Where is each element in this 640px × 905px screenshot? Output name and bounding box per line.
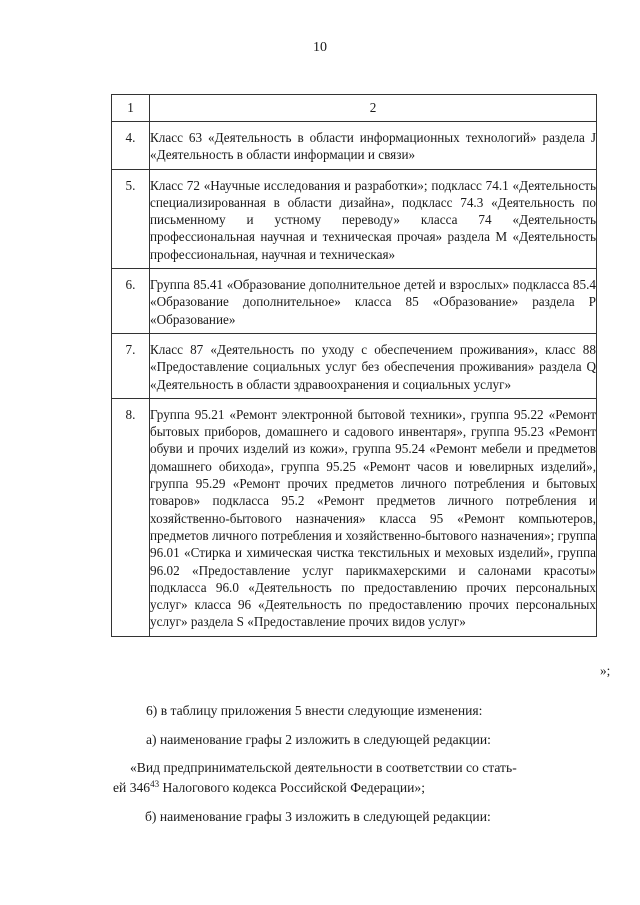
quote-line-2-end: Налогового кодекса Российской Федерации»; xyxy=(159,780,425,795)
row-number: 6. xyxy=(112,269,150,334)
row-number: 7. xyxy=(112,333,150,398)
activity-table xyxy=(111,94,597,637)
row-text: Класс 63 «Деятельность в области информационных технологий» раздела J «Деятельность в области информации и связи» xyxy=(150,122,597,170)
table-row xyxy=(112,122,597,170)
row-text: Группа 95.21 «Ремонт электронной бытовой техники», группа 95.22 «Ремонт бытовых приборов, домашнего и садового инвентаря», группа 95.23 «Ремонт обуви и прочих изделий из кожи», группа 95.24 «Ремонт мебели и предметов домашнего обихода», группа 95.25 «Ремонт часов и ювелирных изделий», группа 95.29 «Ремонт прочих предметов личного потребления и бытовых товаров» подкласса 95.2 «Ремонт предметов личного потребления и хозяйственно-бытового назначения» класса 95 «Ремонт компьютеров, предметов личного потребления и хозяйственно-бытового назначения»; группа 96.01 «Стирка и химическая чистка текстильных и меховых изделий», группа 96.02 «Предоставление услуг парикмахерскими и салонами красоты» подкласса 96.0 «Деятельность по предоставлению прочих персональных услуг» класса 96 «Деятельность по предоставлению прочих персональных услуг» раздела S «Предоставление прочих видов услуг» xyxy=(150,398,597,636)
paragraph-item-b: б) наименование графы 3 изложить в следующей редакции: xyxy=(145,809,491,824)
paragraph-quote-line-1: «Вид предпринимательской деятельности в соответствии со стать- xyxy=(130,760,517,775)
header-col-1: 1 xyxy=(112,95,150,122)
row-number: 5. xyxy=(112,169,150,268)
table-row xyxy=(112,269,597,334)
row-number: 8. xyxy=(112,398,150,636)
article-superscript: 43 xyxy=(150,779,160,789)
table-closing-quote: »; xyxy=(600,663,611,678)
table-row xyxy=(112,169,597,268)
page-number: 10 xyxy=(313,40,327,55)
quote-line-2-start: ей 346 xyxy=(113,780,151,795)
row-number: 4. xyxy=(112,122,150,170)
paragraph-item-a: а) наименование графы 2 изложить в следующей редакции: xyxy=(146,732,491,747)
table-header-row xyxy=(112,95,597,122)
row-text: Группа 85.41 «Образование дополнительное детей и взрослых» подкласса 85.4 «Образование дополнительное» класса 85 «Образование» раздела P «Образование» xyxy=(150,269,597,334)
paragraph-item-6: 6) в таблицу приложения 5 внести следующие изменения: xyxy=(146,703,483,718)
row-text: Класс 72 «Научные исследования и разработки»; подкласс 74.1 «Деятельность специализированная в области дизайна», подкласс 74.3 «Деятельность по письменному и устному переводу» класса 74 «Деятельность профессиональная научная и техническая прочая» раздела M «Деятельность профессиональная, научная и техническая» xyxy=(150,169,597,268)
header-col-2: 2 xyxy=(150,95,597,122)
paragraph-quote-line-2 xyxy=(113,778,425,798)
table-row xyxy=(112,333,597,398)
table-row xyxy=(112,398,597,636)
row-text: Класс 87 «Деятельность по уходу с обеспечением проживания», класс 88 «Предоставление социальных услуг без обеспечения проживания» раздела Q «Деятельность в области здравоохранения и социальных услуг» xyxy=(150,333,597,398)
